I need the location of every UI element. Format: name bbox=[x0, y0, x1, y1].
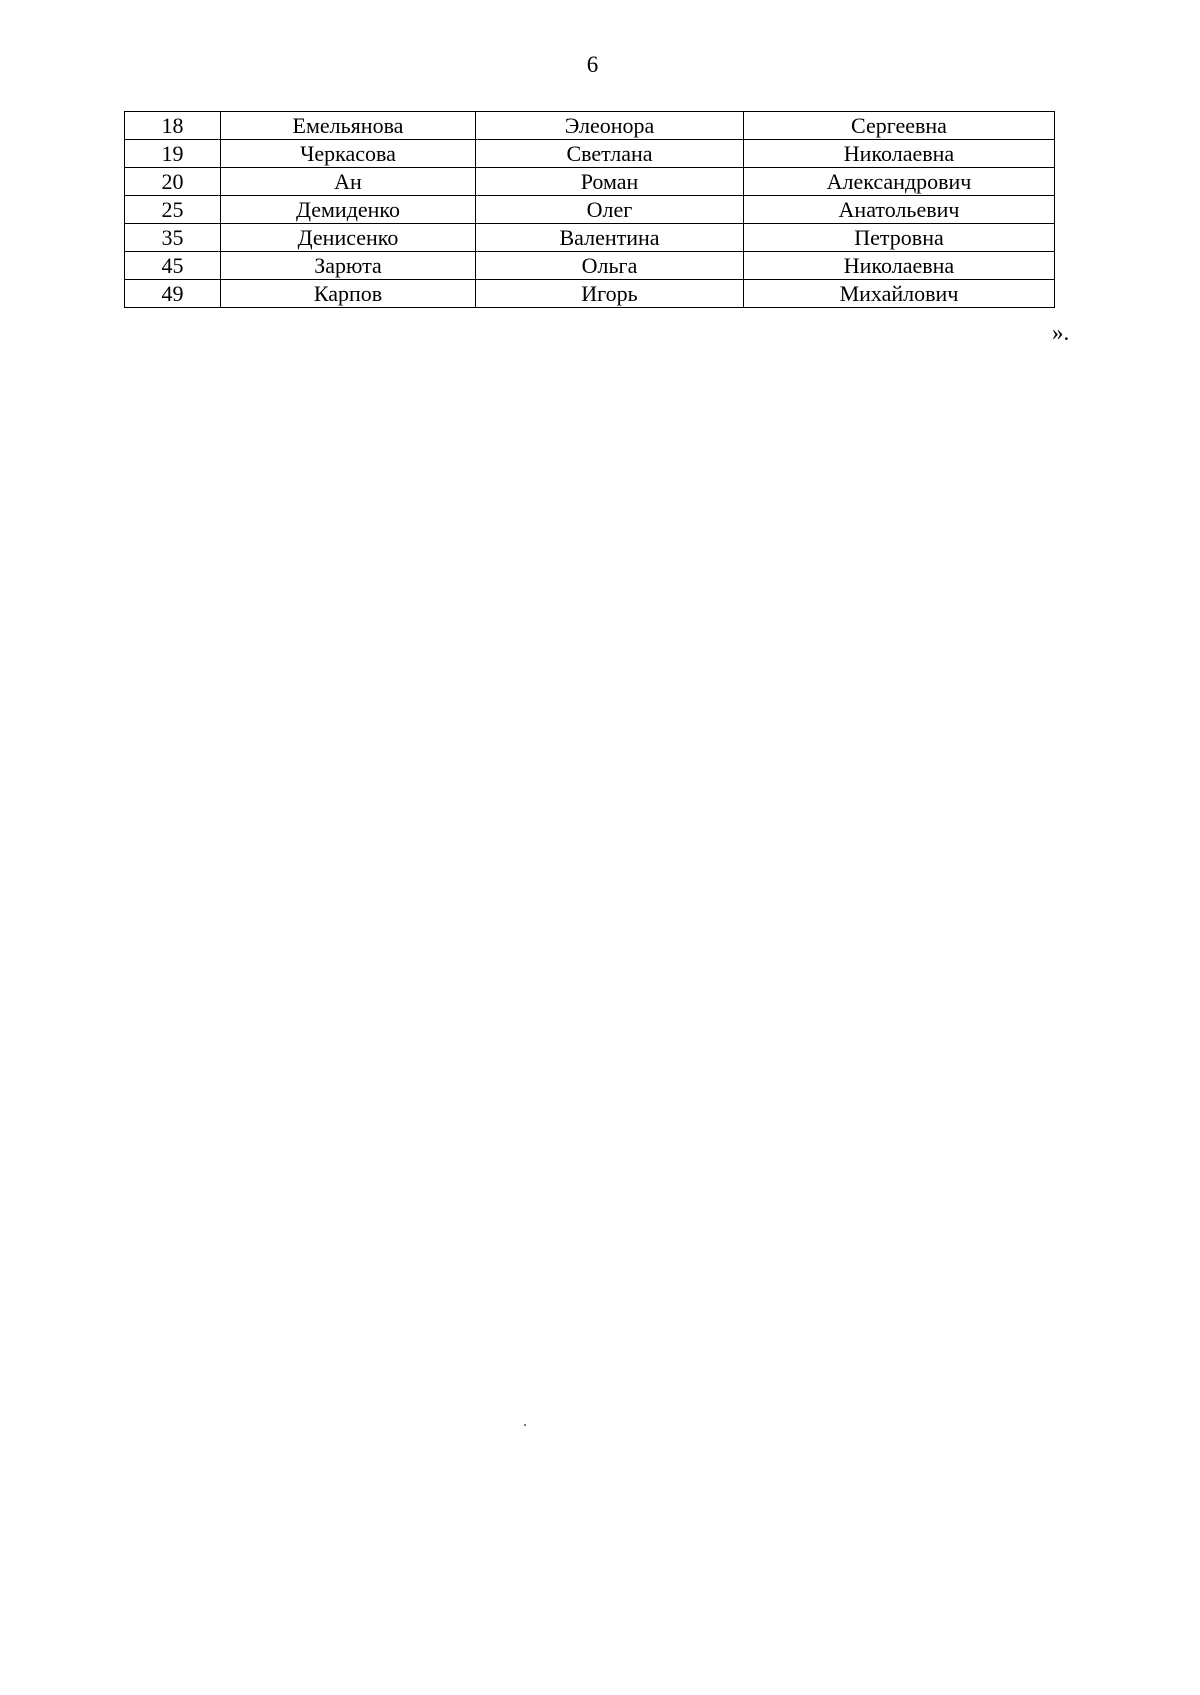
cell-first-name: Игорь bbox=[476, 280, 744, 308]
table-row bbox=[125, 224, 1055, 252]
cell-middle-name: Николаевна bbox=[744, 252, 1055, 280]
table-row bbox=[125, 252, 1055, 280]
cell-middle-name: Николаевна bbox=[744, 140, 1055, 168]
cell-middle-name: Михайлович bbox=[744, 280, 1055, 308]
cell-last-name: Денисенко bbox=[221, 224, 476, 252]
cell-number: 19 bbox=[125, 140, 221, 168]
cell-last-name: Карпов bbox=[221, 280, 476, 308]
cell-last-name: Ан bbox=[221, 168, 476, 196]
people-table bbox=[124, 111, 1055, 308]
cell-first-name: Валентина bbox=[476, 224, 744, 252]
scan-speck bbox=[524, 1424, 526, 1426]
cell-first-name: Роман bbox=[476, 168, 744, 196]
table-row bbox=[125, 140, 1055, 168]
cell-last-name: Зарюта bbox=[221, 252, 476, 280]
cell-middle-name: Петровна bbox=[744, 224, 1055, 252]
table-body bbox=[125, 112, 1055, 308]
cell-first-name: Олег bbox=[476, 196, 744, 224]
cell-first-name: Элеонора bbox=[476, 112, 744, 140]
table-row bbox=[125, 280, 1055, 308]
table-row bbox=[125, 168, 1055, 196]
cell-number: 18 bbox=[125, 112, 221, 140]
cell-last-name: Черкасова bbox=[221, 140, 476, 168]
page-number: 6 bbox=[586, 52, 599, 77]
closing-quote: ». bbox=[1052, 320, 1070, 345]
cell-first-name: Светлана bbox=[476, 140, 744, 168]
cell-number: 35 bbox=[125, 224, 221, 252]
cell-number: 49 bbox=[125, 280, 221, 308]
cell-first-name: Ольга bbox=[476, 252, 744, 280]
cell-number: 20 bbox=[125, 168, 221, 196]
cell-number: 45 bbox=[125, 252, 221, 280]
cell-last-name: Демиденко bbox=[221, 196, 476, 224]
cell-middle-name: Анатольевич bbox=[744, 196, 1055, 224]
cell-middle-name: Сергеевна bbox=[744, 112, 1055, 140]
cell-last-name: Емельянова bbox=[221, 112, 476, 140]
cell-number: 25 bbox=[125, 196, 221, 224]
cell-middle-name: Александрович bbox=[744, 168, 1055, 196]
table-row bbox=[125, 112, 1055, 140]
table-row bbox=[125, 196, 1055, 224]
